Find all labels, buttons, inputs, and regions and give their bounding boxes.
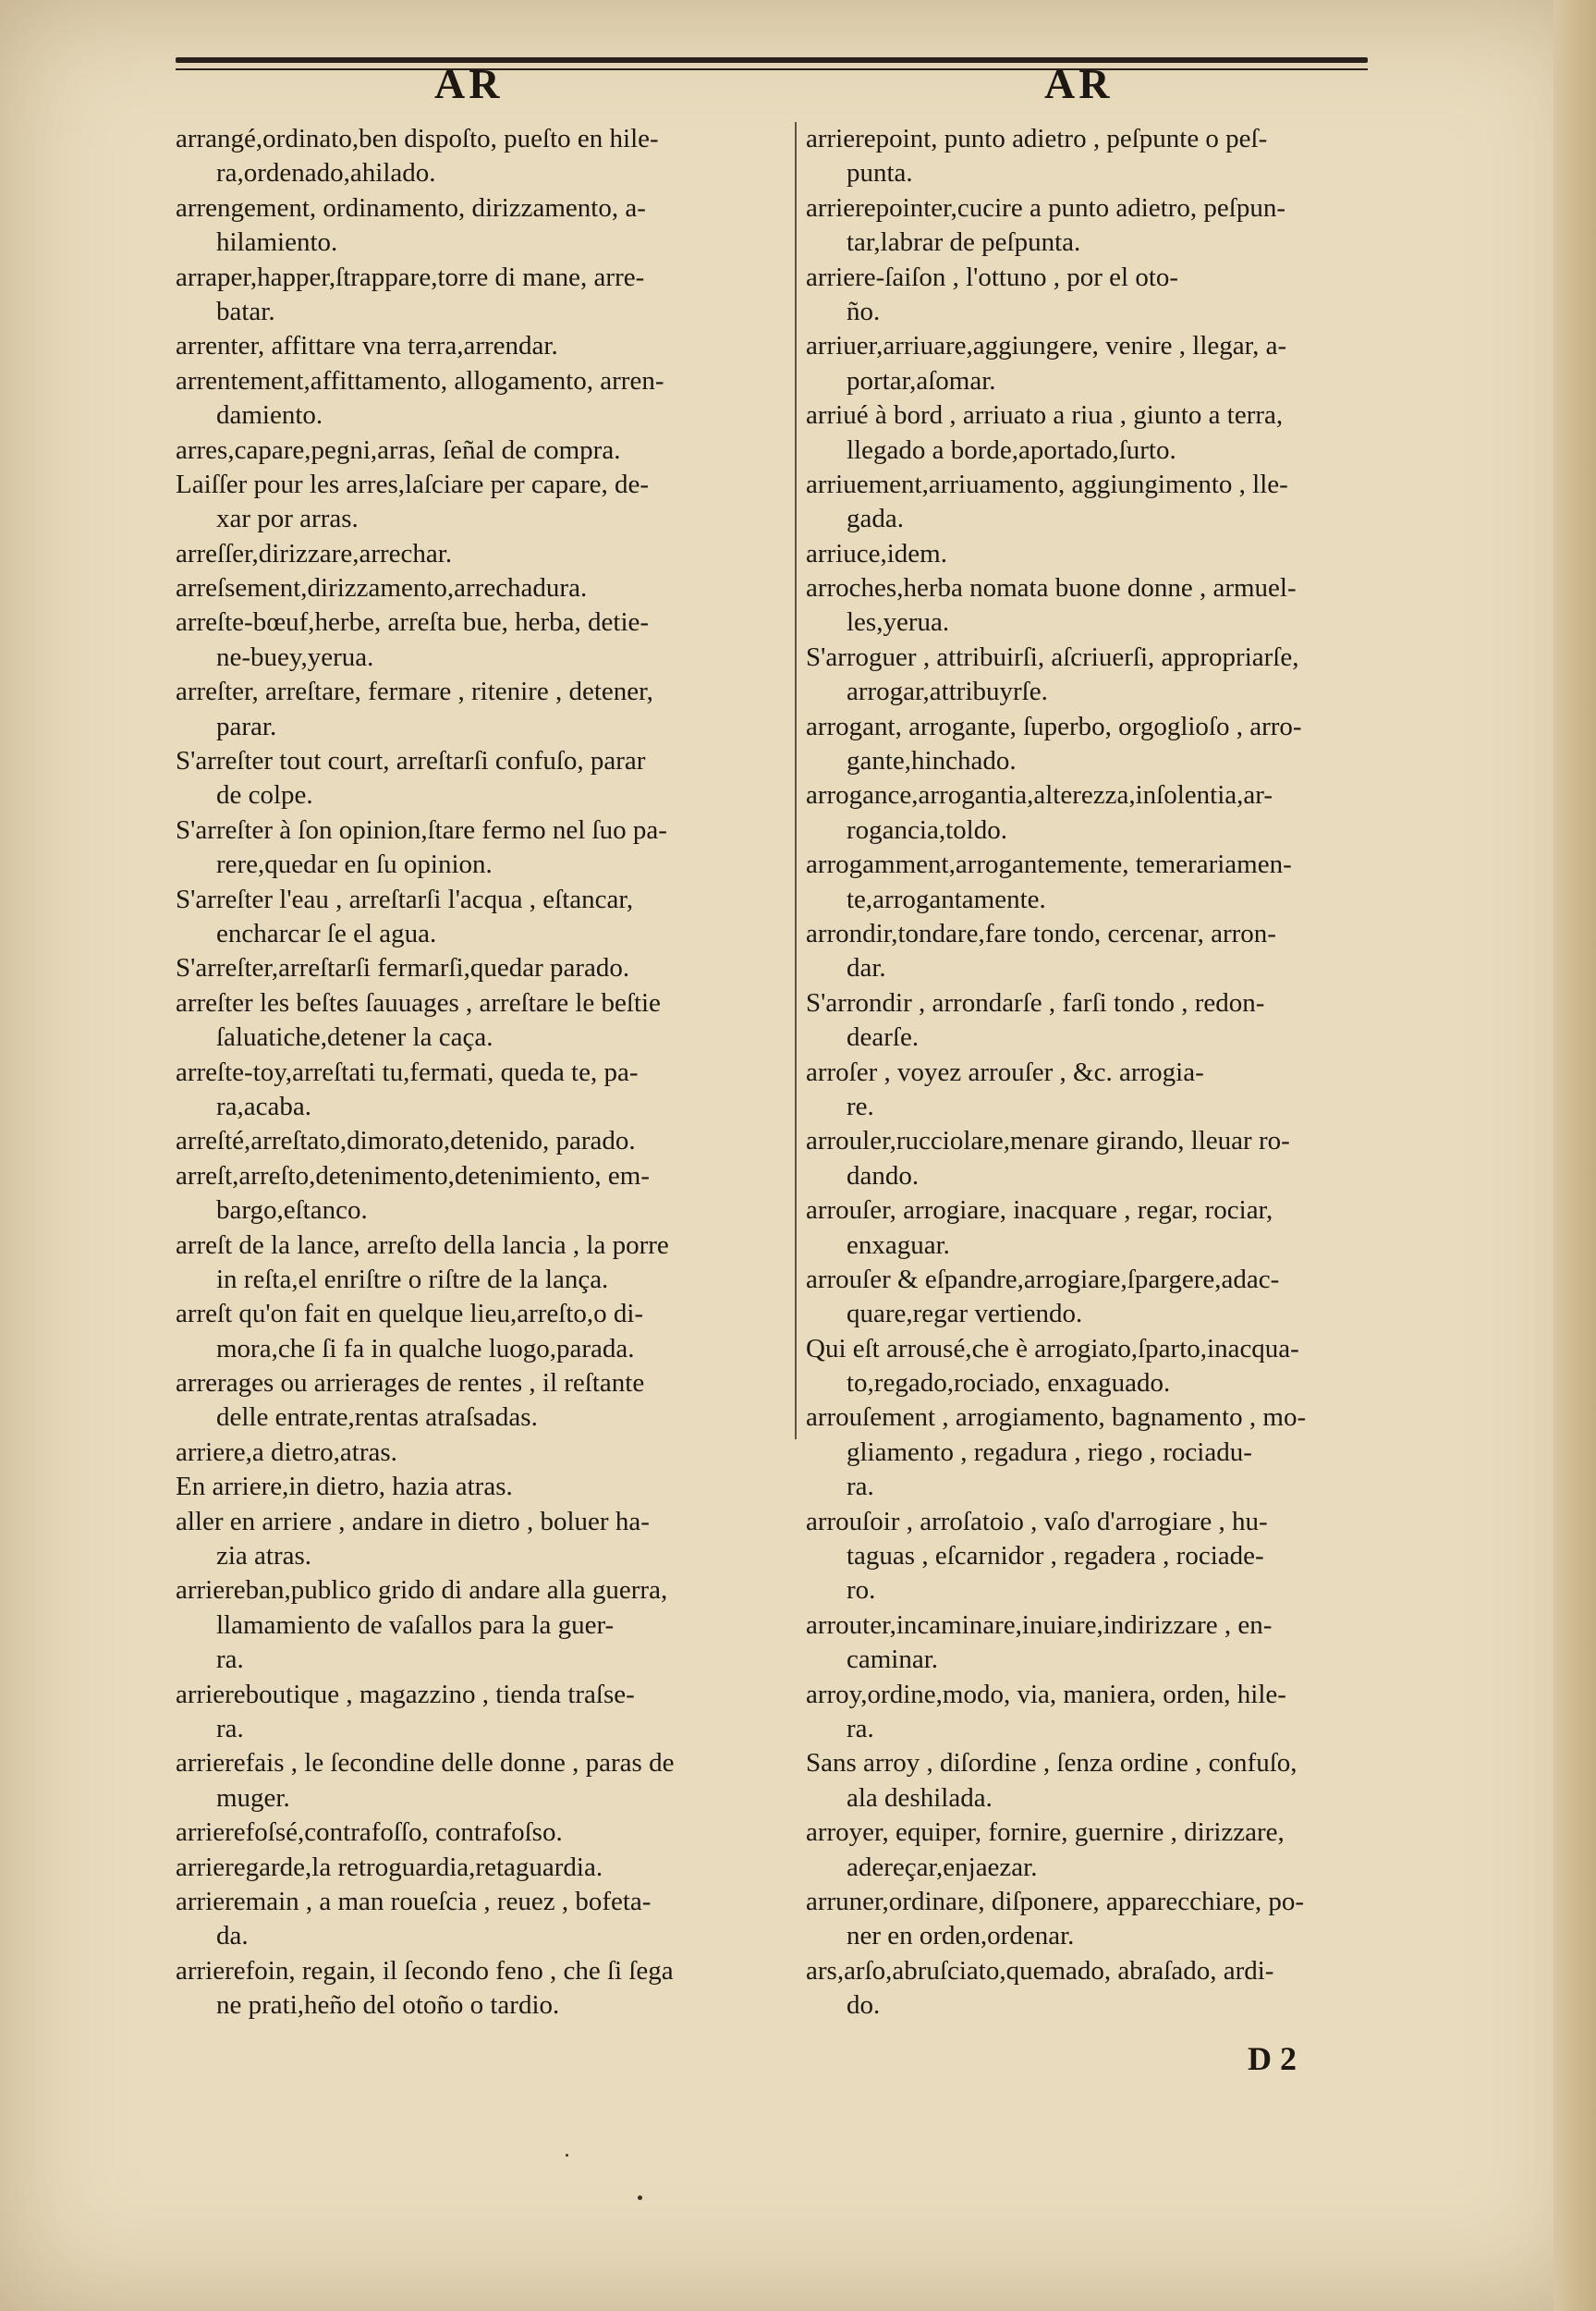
dictionary-line: delle entrate,rentas atraſsadas. [216, 1402, 538, 1433]
dictionary-line: arreſter, arreſtare, fermare , ritenire , detener, [176, 677, 653, 707]
dictionary-line: arrierefoin, regain, il ſecondo feno , che ſi ſega [176, 1955, 674, 1986]
dictionary-line: tar,labrar de peſpunta. [847, 227, 1081, 258]
dictionary-line: arrogar,attribuyrſe. [847, 677, 1048, 707]
dictionary-line: encharcar ſe el agua. [216, 918, 437, 948]
dictionary-line: arrierepoint, punto adietro , peſpunte o peſ- [806, 124, 1268, 153]
dictionary-line: ala deshilada. [847, 1782, 993, 1813]
dictionary-line: arrouſer, arrogiare, inacquare , regar, rociar, [806, 1195, 1273, 1226]
running-head-left: AR [434, 60, 504, 107]
dictionary-line: quare,regar vertiendo. [847, 1299, 1083, 1329]
dictionary-line: arreſſer,dirizzare,arrechar. [176, 538, 453, 569]
dictionary-line: gante,hinchado. [847, 746, 1017, 776]
dictionary-line: arrierepointer,cucire a punto adietro, peſpun- [806, 192, 1285, 223]
dictionary-line: arroyer, equiper, fornire, guernire , dirizzare, [806, 1817, 1285, 1848]
right-column [806, 122, 1379, 2023]
dictionary-line: taguas , eſcarnidor , regadera , rociade- [847, 1541, 1264, 1571]
dictionary-line: arriuement,arriuamento, aggiungimento , lle- [806, 469, 1288, 499]
dictionary-line: arrouſement , arrogiamento, bagnamento , mo- [806, 1402, 1307, 1433]
dictionary-line: arrieremain , a man roueſcia , reuez , bofeta- [176, 1886, 652, 1916]
dictionary-line: les,yerua. [847, 607, 950, 638]
dictionary-line: gliamento , regadura , riego , rociadu- [847, 1437, 1252, 1467]
dictionary-line: llamamiento de vaſallos para la guer- [216, 1609, 615, 1640]
dictionary-line: arriuer,arriuare,aggiungere, venire , llegar, a- [806, 331, 1287, 361]
dictionary-line: arrouſer & eſpandre,arrogiare,ſpargere,adac- [806, 1264, 1280, 1294]
dictionary-line: ra. [847, 1713, 874, 1743]
dictionary-line: S'arreſter à ſon opinion,ſtare fermo nel ſuo pa- [176, 814, 667, 845]
dictionary-line: arreſté,arreſtato,dimorato,detenido, parado. [176, 1126, 636, 1156]
dictionary-line: te,arrogantamente. [847, 884, 1046, 914]
dictionary-line: arreſt qu'on fait en quelque lieu,arreſto,o di- [176, 1299, 644, 1329]
dictionary-line: ſaluatiche,detener la caça. [216, 1022, 493, 1053]
dictionary-line: parar. [216, 711, 277, 741]
dictionary-line: arres,capare,pegni,arras, ſeñal de compra. [176, 434, 621, 465]
dictionary-line: arrogance,arrogantia,alterezza,inſolentia,ar- [806, 780, 1273, 811]
dictionary-line: ars,arſo,abruſciato,quemado, abraſado, ardi- [806, 1955, 1274, 1986]
dictionary-line: arreſte-toy,arreſtati tu,fermati, queda te, pa- [176, 1057, 639, 1087]
dictionary-line: ra. [847, 1472, 874, 1502]
dictionary-line: arroſer , voyez arrouſer , &c. arrogia- [806, 1057, 1204, 1087]
dictionary-line: arrouler,rucciolare,menare girando, lleuar ro- [806, 1126, 1290, 1156]
dictionary-line: re. [847, 1091, 874, 1121]
dictionary-line: ner en orden,ordenar. [847, 1921, 1075, 1951]
dictionary-line: arreſt,arreſto,detenimento,detenimiento, em- [176, 1160, 650, 1191]
dictionary-line: bargo,eſtanco. [216, 1195, 368, 1226]
dictionary-line: llegado a borde,aportado,ſurto. [847, 434, 1176, 465]
dictionary-line: arrogamment,arrogantemente, temerariamen- [806, 850, 1292, 880]
dictionary-line: arriere,a dietro,atras. [176, 1437, 397, 1467]
dictionary-line: damiento. [216, 400, 323, 431]
dictionary-line: ra. [216, 1713, 244, 1743]
dictionary-line: arriere-ſaiſon , l'ottuno , por el oto- [806, 262, 1179, 292]
dictionary-line: ño. [847, 296, 881, 326]
dictionary-line: arreſsement,dirizzamento,arrechadura. [176, 573, 588, 604]
dictionary-line: xar por arras. [216, 504, 359, 534]
dictionary-line: hilamiento. [216, 227, 338, 258]
dictionary-line: arrengement, ordinamento, dirizzamento, a- [176, 192, 646, 223]
dictionary-line: adereçar,enjaezar. [847, 1852, 1038, 1882]
dictionary-line: in reſta,el enriſtre o riſtre de la lança. [216, 1264, 609, 1294]
dictionary-line: arriué à bord , arriuato a riua , giunto a terra, [806, 400, 1284, 431]
dictionary-line: muger. [216, 1782, 290, 1813]
dictionary-line: ro. [847, 1575, 876, 1606]
dictionary-line: arroches,herba nomata buone donne , armuel- [806, 573, 1297, 604]
dictionary-line: arrogant, arrogante, ſuperbo, orgoglioſo , arro- [806, 711, 1302, 741]
dictionary-line: arrenter, affittare vna terra,arrendar. [176, 331, 558, 361]
dictionary-line: portar,aſomar. [847, 365, 996, 396]
header-rule [176, 57, 1368, 63]
column-divider [795, 122, 797, 1439]
dictionary-line: caminar. [847, 1645, 939, 1675]
dictionary-line: de colpe. [216, 780, 313, 811]
dictionary-line: do. [847, 1990, 881, 2021]
dictionary-line: Laiſſer pour les arres,laſciare per capare, de- [176, 469, 650, 499]
dictionary-line: arreſter les beſtes ſauuages , arreſtare le beſtie [176, 987, 661, 1018]
dictionary-line: S'arreſter l'eau , arreſtarſi l'acqua , eſtancar, [176, 884, 634, 914]
dictionary-line: arriereban,publico grido di andare alla guerra, [176, 1575, 668, 1606]
dictionary-line: to,regado,rociado, enxaguado. [847, 1368, 1171, 1399]
header-rule-thin [176, 68, 1368, 70]
dictionary-line: gada. [847, 504, 904, 534]
dictionary-line: aller en arriere , andare in dietro , boluer ha- [176, 1506, 650, 1536]
dictionary-line: S'arroguer , attribuirſi, aſcriuerſi, appropriarſe, [806, 642, 1299, 672]
dictionary-line: S'arrondir , arrondarſe , farſi tondo , redon- [806, 987, 1265, 1018]
dictionary-line: arrondir,tondare,fare tondo, cercenar, arron- [806, 918, 1276, 948]
dictionary-line: da. [216, 1921, 249, 1951]
dictionary-line: arrentement,affittamento, allogamento, arren- [176, 365, 664, 396]
dictionary-line: dearſe. [847, 1022, 920, 1053]
dictionary-line: Qui eſt arrousé,che è arrogiato,ſparto,inacqua- [806, 1333, 1299, 1363]
dictionary-line: arriuce,idem. [806, 538, 947, 569]
dictionary-line: arrierefais , le ſecondine delle donne , paras de [176, 1748, 675, 1779]
running-head-right: AR [1044, 60, 1114, 107]
dictionary-line: ra,ordenado,ahilado. [216, 158, 436, 189]
dictionary-line: batar. [216, 296, 275, 326]
dictionary-line: dar. [847, 953, 886, 984]
dictionary-line: ne prati,heño del otoño o tardio. [216, 1990, 560, 2021]
dictionary-line: arrouter,incaminare,inuiare,indirizzare , en- [806, 1609, 1273, 1640]
dictionary-line: enxaguar. [847, 1229, 950, 1260]
dictionary-line: rere,quedar en ſu opinion. [216, 850, 493, 880]
ink-speck [638, 2195, 642, 2200]
signature-mark: D 2 [1248, 2040, 1297, 2077]
dictionary-line: ne-buey,yerua. [216, 642, 374, 672]
dictionary-line: rogancia,toldo. [847, 814, 1007, 845]
ink-speck [566, 2154, 568, 2157]
dictionary-line: arrieregarde,la retroguardia,retaguardia. [176, 1852, 603, 1882]
dictionary-line: dando. [847, 1160, 920, 1191]
dictionary-line: S'arreſter,arreſtarſi fermarſi,quedar parado. [176, 953, 630, 984]
dictionary-line: arrangé,ordinato,ben dispoſto, pueſto en hile- [176, 124, 659, 153]
dictionary-line: En arriere,in dietro, hazia atras. [176, 1472, 513, 1502]
dictionary-line: arrerages ou arrierages de rentes , il reſtante [176, 1368, 645, 1399]
dictionary-line: arruner,ordinare, diſponere, apparecchiare, po- [806, 1886, 1305, 1916]
dictionary-line: mora,che ſi fa in qualche luogo,parada. [216, 1333, 635, 1363]
dictionary-line: arreſt de la lance, arreſto della lancia , la porre [176, 1229, 669, 1260]
dictionary-line: ra,acaba. [216, 1091, 312, 1121]
page-edge [1553, 0, 1596, 2311]
dictionary-line: arrouſoir , arroſatoio , vaſo d'arrogiare , hu- [806, 1506, 1268, 1536]
dictionary-line: arreſte-bœuf,herbe, arreſta bue, herba, detie- [176, 607, 650, 638]
dictionary-line: punta. [847, 158, 913, 189]
dictionary-line: zia atras. [216, 1541, 312, 1571]
dictionary-line: arraper,happer,ſtrappare,torre di mane, arre- [176, 262, 645, 292]
dictionary-line: S'arreſter tout court, arreſtarſi confuſo, parar [176, 746, 646, 776]
dictionary-line: arrierefoſsé,contrafoſſo, contrafoſso. [176, 1817, 563, 1848]
dictionary-line: arriereboutique , magazzino , tienda traſse- [176, 1679, 635, 1709]
dictionary-line: arroy,ordine,modo, via, maniera, orden, hile- [806, 1679, 1286, 1709]
dictionary-line: Sans arroy , diſordine , ſenza ordine , confuſo, [806, 1748, 1298, 1779]
dictionary-line: ra. [216, 1645, 244, 1675]
left-column [176, 122, 786, 2023]
